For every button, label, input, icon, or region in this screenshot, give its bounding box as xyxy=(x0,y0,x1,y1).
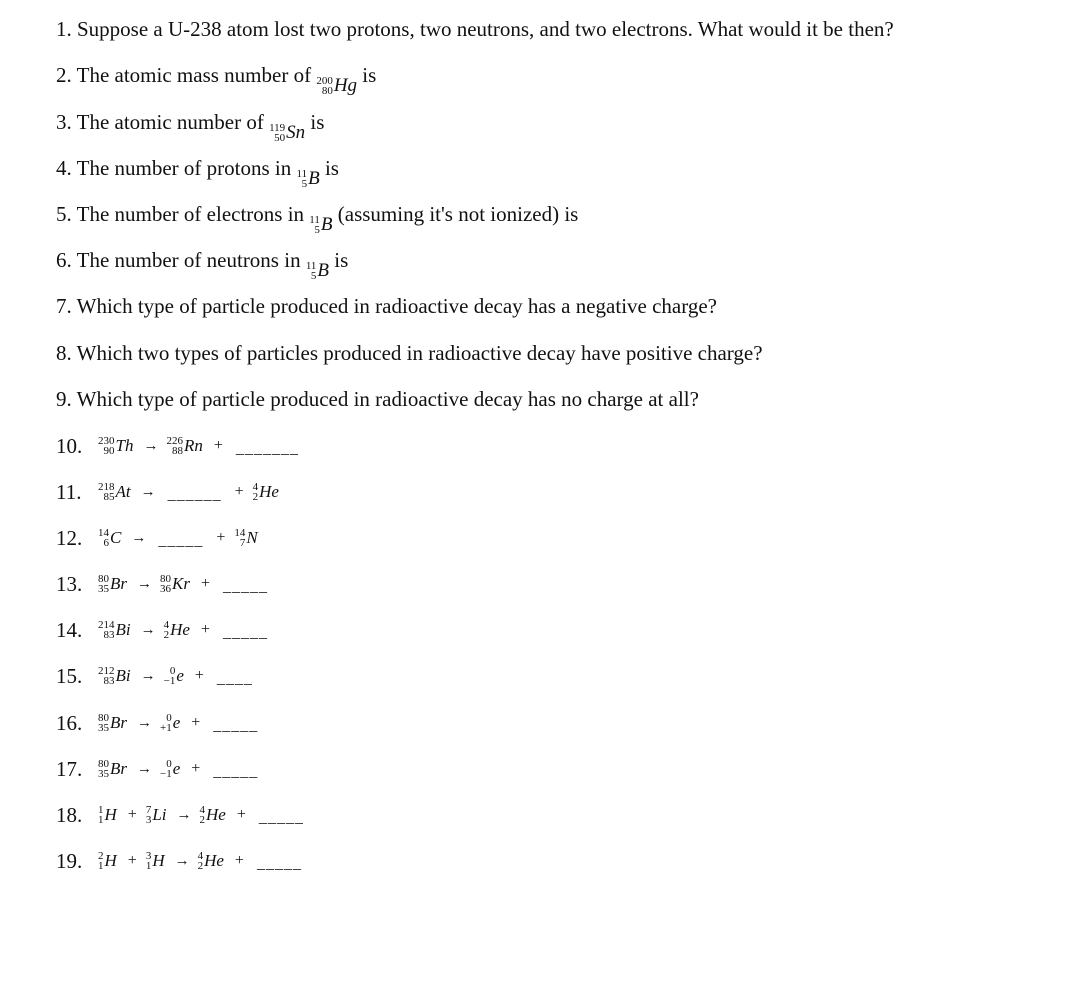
answer-blank: ____ xyxy=(216,670,253,687)
question-2 xyxy=(56,61,376,100)
atomic-number: −1 xyxy=(160,768,172,780)
nuclide-bi xyxy=(98,666,131,686)
question-text: is xyxy=(319,156,339,180)
element-symbol: H xyxy=(104,851,117,870)
nuclide-scripts xyxy=(164,666,176,686)
mass-number: 200 xyxy=(316,75,333,87)
atomic-number: 35 xyxy=(98,583,109,595)
mass-number: 7 xyxy=(145,804,152,816)
nuclide-scripts xyxy=(98,436,115,456)
nuclide-br xyxy=(98,574,127,594)
nuclide-scripts xyxy=(146,805,152,825)
element-symbol: e xyxy=(172,759,181,778)
equation-number: 15. xyxy=(56,663,83,688)
question-text: is xyxy=(329,248,349,272)
nuclide-he xyxy=(164,620,190,640)
nuclide-scripts xyxy=(98,759,109,779)
question-8 xyxy=(56,339,763,367)
question-text: is xyxy=(357,63,377,87)
answer-blank: ______ xyxy=(167,486,222,503)
equation-number: 10. xyxy=(56,433,83,458)
mass-number: 4 xyxy=(163,619,170,631)
reaction-arrow: → xyxy=(131,529,147,546)
nuclide-n xyxy=(234,528,257,548)
nuclide-br xyxy=(98,759,127,779)
nuclide-h xyxy=(98,805,117,825)
question-7 xyxy=(56,292,717,320)
equation-19 xyxy=(56,846,306,876)
reaction-arrow: → xyxy=(137,575,152,592)
mass-number: 14 xyxy=(234,527,246,539)
nuclide-scripts xyxy=(166,436,183,456)
element-symbol: He xyxy=(206,805,226,824)
reaction-arrow: → xyxy=(137,714,152,731)
nuclide-scripts xyxy=(253,482,259,502)
atomic-number: 88 xyxy=(171,445,183,457)
element-symbol: Li xyxy=(152,805,167,824)
atomic-number: 7 xyxy=(239,537,246,549)
element-symbol: H xyxy=(104,805,117,824)
nuclide-at xyxy=(98,482,131,502)
element-symbol: Kr xyxy=(172,574,190,593)
nuclide-e xyxy=(164,666,184,686)
plus-sign: + xyxy=(236,806,246,823)
atomic-number: 85 xyxy=(103,491,115,503)
question-text: 8. Which two types of particles produced in radioactive decay have positive charge? xyxy=(56,341,763,365)
reaction-arrow: → xyxy=(176,806,192,823)
nuclide-rn xyxy=(166,436,202,456)
answer-blank: _____ xyxy=(258,809,304,826)
mass-number: 0 xyxy=(169,665,176,677)
mass-number: 80 xyxy=(98,758,109,770)
nuclide-li xyxy=(146,805,167,825)
mass-number: 11 xyxy=(309,214,320,226)
mass-number: 80 xyxy=(98,712,109,724)
element-symbol: Br xyxy=(110,759,127,778)
question-4 xyxy=(56,154,339,193)
answer-blank: _____ xyxy=(213,763,259,780)
atomic-number: 2 xyxy=(199,814,205,826)
element-symbol: Br xyxy=(110,713,127,732)
nuclide-c xyxy=(98,528,121,548)
nuclide-scripts xyxy=(146,851,152,871)
equation-11 xyxy=(56,477,281,507)
nuclide-bi xyxy=(98,620,131,640)
nuclide-scripts xyxy=(98,482,115,502)
nuclide-scripts xyxy=(160,574,171,594)
nuclide-h xyxy=(98,851,117,871)
atomic-number: 83 xyxy=(103,629,115,641)
plus-sign: + xyxy=(127,806,137,823)
element-symbol: He xyxy=(204,851,224,870)
question-text: 2. The atomic mass number of xyxy=(56,63,317,87)
question-text: (assuming it's not ionized) is xyxy=(332,202,579,226)
atomic-number: 83 xyxy=(103,675,115,687)
nuclide-scripts xyxy=(98,574,109,594)
question-text: 6. The number of neutrons in xyxy=(56,248,306,272)
mass-number: 4 xyxy=(252,481,259,493)
answer-blank: _____ xyxy=(213,717,259,734)
reaction-arrow: → xyxy=(140,667,156,684)
equation-12 xyxy=(56,523,260,553)
mass-number: 0 xyxy=(166,712,172,724)
element-symbol: Bi xyxy=(115,620,131,639)
plus-sign: + xyxy=(234,852,244,869)
mass-number: 80 xyxy=(160,573,171,585)
atomic-number: 36 xyxy=(160,583,171,595)
reaction-arrow: → xyxy=(140,621,156,638)
mass-number: 11 xyxy=(296,168,308,180)
question-9 xyxy=(56,385,699,413)
reaction-arrow: → xyxy=(140,483,156,500)
equation-18 xyxy=(56,800,308,830)
reaction-arrow: → xyxy=(174,852,190,869)
nuclide-scripts xyxy=(306,261,317,281)
mass-number: 230 xyxy=(98,435,115,447)
answer-blank: _____ xyxy=(256,855,302,872)
equation-number: 18. xyxy=(56,802,83,827)
mass-number: 119 xyxy=(269,122,286,134)
element-symbol: Rn xyxy=(183,436,203,455)
question-text: 5. The number of electrons in xyxy=(56,202,310,226)
equation-10 xyxy=(56,431,303,461)
nuclide-kr xyxy=(160,574,190,594)
atomic-number: +1 xyxy=(160,722,172,734)
nuclide-scripts xyxy=(164,620,170,640)
atomic-number: 5 xyxy=(301,178,308,190)
nuclide-scripts xyxy=(98,851,104,871)
atomic-number: 2 xyxy=(252,491,259,503)
question-6 xyxy=(56,246,348,285)
element-symbol: H xyxy=(152,851,165,870)
answer-blank: _____ xyxy=(222,624,268,641)
atomic-number: 5 xyxy=(310,270,317,282)
nuclide-scripts xyxy=(98,713,109,733)
atomic-number: 80 xyxy=(321,85,333,97)
nuclide-scripts xyxy=(200,805,206,825)
equation-number: 14. xyxy=(56,617,83,642)
equation-14 xyxy=(56,615,272,645)
equation-number: 16. xyxy=(56,710,83,735)
element-symbol: He xyxy=(259,482,279,501)
atomic-number: 2 xyxy=(163,629,170,641)
mass-number: 0 xyxy=(166,758,172,770)
atomic-number: 2 xyxy=(197,860,204,872)
plus-sign: + xyxy=(191,760,201,777)
equation-number: 13. xyxy=(56,571,83,596)
mass-number: 14 xyxy=(98,527,109,539)
reaction-arrow: → xyxy=(137,760,152,777)
nuclide-he xyxy=(253,482,279,502)
nuclide-he xyxy=(198,851,224,871)
element-symbol: B xyxy=(317,260,330,281)
element-symbol: C xyxy=(110,528,122,547)
nuclide-h xyxy=(146,851,165,871)
element-symbol: Sn xyxy=(286,122,306,143)
equation-13 xyxy=(56,569,272,599)
element-symbol: Br xyxy=(110,574,127,593)
atomic-number: 3 xyxy=(145,814,152,826)
mass-number: 214 xyxy=(98,619,115,631)
atomic-number: 35 xyxy=(98,768,109,780)
equation-15 xyxy=(56,661,257,691)
nuclide-b xyxy=(309,211,332,239)
plus-sign: + xyxy=(191,714,201,731)
plus-sign: + xyxy=(127,852,137,869)
nuclide-he xyxy=(200,805,226,825)
nuclide-br xyxy=(98,713,127,733)
nuclide-e xyxy=(160,759,180,779)
element-symbol: He xyxy=(170,620,190,639)
mass-number: 80 xyxy=(98,573,109,585)
plus-sign: + xyxy=(194,667,204,684)
atomic-number: −1 xyxy=(163,675,176,687)
plus-sign: + xyxy=(200,575,210,592)
element-symbol: Bi xyxy=(115,666,131,685)
nuclide-scripts xyxy=(160,759,172,779)
question-text: 1. Suppose a U-238 atom lost two protons, two neutrons, and two electrons. What would it be then? xyxy=(56,17,894,41)
answer-blank: _______ xyxy=(235,440,299,457)
mass-number: 212 xyxy=(98,665,115,677)
question-1 xyxy=(56,15,894,43)
nuclide-b xyxy=(306,257,329,285)
atomic-number: 1 xyxy=(98,814,104,826)
question-text: 9. Which type of particle produced in radioactive decay has no charge at all? xyxy=(56,387,699,411)
nuclide-scripts xyxy=(198,851,204,871)
nuclide-scripts xyxy=(160,713,172,733)
equation-number: 17. xyxy=(56,756,83,781)
equation-number: 11. xyxy=(56,479,82,504)
element-symbol: N xyxy=(246,528,258,547)
nuclide-scripts xyxy=(234,528,245,548)
atomic-number: 6 xyxy=(103,537,109,549)
equation-17 xyxy=(56,754,262,784)
nuclide-hg xyxy=(316,72,357,100)
element-symbol: Th xyxy=(115,436,134,455)
element-symbol: At xyxy=(115,482,131,501)
atomic-number: 35 xyxy=(98,722,109,734)
nuclide-scripts xyxy=(297,169,308,189)
atomic-number: 5 xyxy=(314,224,320,236)
mass-number: 218 xyxy=(98,481,115,493)
equation-number: 19. xyxy=(56,848,83,873)
nuclide-b xyxy=(297,165,320,193)
atomic-number: 1 xyxy=(145,860,152,872)
atomic-number: 1 xyxy=(98,860,104,872)
question-text: 4. The number of protons in xyxy=(56,156,297,180)
answer-blank: _____ xyxy=(223,578,268,595)
mass-number: 226 xyxy=(166,435,183,447)
plus-sign: + xyxy=(200,621,210,638)
atomic-number: 50 xyxy=(274,132,286,144)
nuclide-scripts xyxy=(309,215,320,235)
atomic-number: 90 xyxy=(103,445,115,457)
nuclide-th xyxy=(98,436,133,456)
element-symbol: e xyxy=(172,713,181,732)
question-text: is xyxy=(305,110,325,134)
nuclide-scripts xyxy=(98,620,115,640)
mass-number: 4 xyxy=(197,850,204,862)
element-symbol: B xyxy=(320,214,333,235)
mass-number: 3 xyxy=(145,850,152,862)
nuclide-scripts xyxy=(316,76,333,96)
element-symbol: e xyxy=(176,666,184,685)
question-text: 7. Which type of particle produced in radioactive decay has a negative charge? xyxy=(56,294,718,318)
equation-number: 12. xyxy=(56,525,83,550)
answer-blank: _____ xyxy=(158,532,204,549)
element-symbol: B xyxy=(308,168,320,189)
nuclide-sn xyxy=(269,119,305,147)
mass-number: 11 xyxy=(305,260,317,272)
mass-number: 1 xyxy=(98,804,104,816)
equation-16 xyxy=(56,708,262,738)
element-symbol: Hg xyxy=(333,75,358,96)
nuclide-scripts xyxy=(98,528,109,548)
question-text: 3. The atomic number of xyxy=(56,110,270,134)
mass-number: 4 xyxy=(199,804,205,816)
nuclide-scripts xyxy=(269,123,285,143)
question-3 xyxy=(56,108,324,147)
plus-sign: + xyxy=(213,437,223,454)
nuclide-e xyxy=(160,713,180,733)
mass-number: 2 xyxy=(98,850,104,862)
plus-sign: + xyxy=(234,483,244,500)
nuclide-scripts xyxy=(98,666,115,686)
nuclide-scripts xyxy=(98,805,104,825)
reaction-arrow: → xyxy=(143,437,159,454)
question-5 xyxy=(56,200,578,239)
plus-sign: + xyxy=(216,529,226,546)
